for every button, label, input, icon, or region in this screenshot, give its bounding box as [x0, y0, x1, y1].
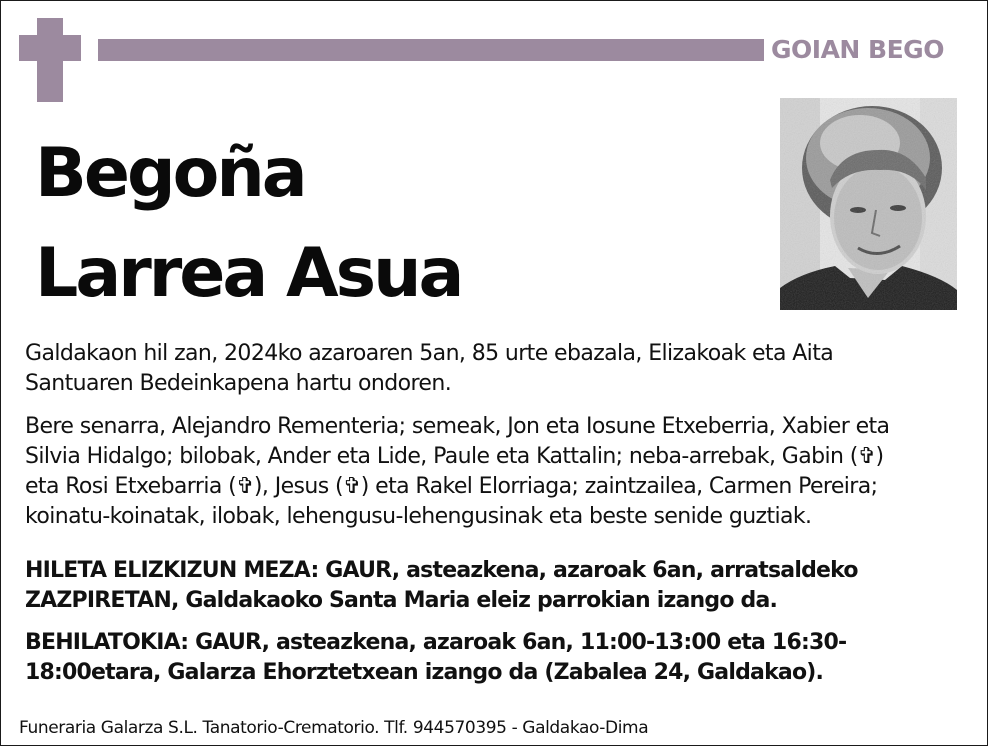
text-line: BEHILATOKIA: GAUR, asteazkena, azaroak 6an, 11:00-13:00 eta 16:30-: [25, 630, 847, 655]
text-line: HILETA ELIZKIZUN MEZA: GAUR, asteazkena, azaroak 6an, arratsaldeko: [25, 558, 858, 583]
death-announcement-paragraph: [25, 339, 955, 399]
funeral-mass-paragraph: [25, 556, 955, 616]
text-line: Bere senarra, Alejandro Rementeria; semeak, Jon eta Iosune Etxeberria, Xabier eta: [25, 414, 890, 439]
text-line: Galdakaon hil zan, 2024ko azaroaren 5an, 85 urte ebazala, Elizakoak eta Aita: [25, 341, 834, 366]
cross-icon-bar: [19, 35, 81, 61]
text-line: koinatu-koinatak, ilobak, lehengusu-lehengusinak eta beste senide guztiak.: [25, 504, 812, 529]
funeral-home-footer: Funeraria Galarza S.L. Tanatorio-Crematorio. Tlf. 944570395 - Galdakao-Dima: [19, 718, 649, 738]
text-line: Santuaren Bedeinkapena hartu ondoren.: [25, 371, 452, 396]
family-paragraph: [25, 412, 955, 532]
portrait-photo-icon: [780, 98, 957, 310]
text-line: eta Rosi Etxebarria (✞), Jesus (✞) eta Rakel Elorriaga; zaintzailea, Carmen Pereira;: [25, 474, 878, 499]
deceased-surnames: Larrea Asua: [35, 234, 462, 313]
portrait-photo: [780, 98, 957, 310]
section-label: GOIAN BEGO: [771, 35, 944, 64]
text-line: Silvia Hidalgo; bilobak, Ander eta Lide, Paule eta Kattalin; neba-arrebak, Gabin (✞): [25, 444, 884, 469]
wake-paragraph: [25, 628, 955, 688]
text-line: ZAZPIRETAN, Galdakaoko Santa Maria eleiz parrokian izango da.: [25, 588, 778, 613]
header-band: [98, 39, 764, 61]
deceased-first-name: Begoña: [35, 134, 305, 213]
text-line: 18:00etara, Galarza Ehorztetxean izango da (Zabalea 24, Galdakao).: [25, 660, 824, 685]
